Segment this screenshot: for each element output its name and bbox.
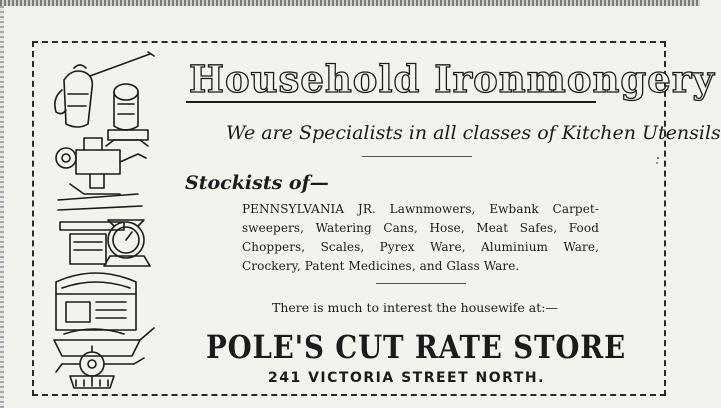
mincer-icon [106,84,148,146]
meat-safe-icon [56,273,136,330]
watering-can-icon [54,328,154,356]
newsprint-left-border [0,6,4,408]
svg-text:POLE'S CUT RATE STORE: POLE'S CUT RATE STORE [206,328,626,366]
svg-text:Household Ironmongery: Household Ironmongery [189,57,715,101]
section-divider [376,283,466,284]
lawnmower-handle-icon [58,194,142,230]
print-speck [655,156,661,166]
newsprint-top-border [0,0,700,6]
store-address: 241 VICTORIA STREET NORTH. [268,370,545,386]
headline-divider [186,101,596,103]
tagline-divider [362,156,472,157]
lawnmower-icon [56,346,144,380]
ad-tagline: We are Specialists in all classes of Kitchen Utensils [226,122,721,144]
store-name [204,326,630,364]
kitchen-utensils-illustration [44,50,162,390]
invitation-line: There is much to interest the housewife at:— [272,300,558,315]
stockists-heading: Stockists of— [185,172,329,194]
stockists-list: PENNSYLVANIA JR. Lawnmowers, Ewbank Carpet-sweepers, Watering Cans, Hose, Meat Safes, Food Choppers, Scales, Pyrex Ware, Aluminium Ware, Crockery, Patent Medicines, and Glass Ware. [242,202,599,273]
ad-headline [185,56,715,102]
grinder-icon [56,138,146,194]
kettle-icon [55,52,154,127]
scale-icon [70,220,150,266]
